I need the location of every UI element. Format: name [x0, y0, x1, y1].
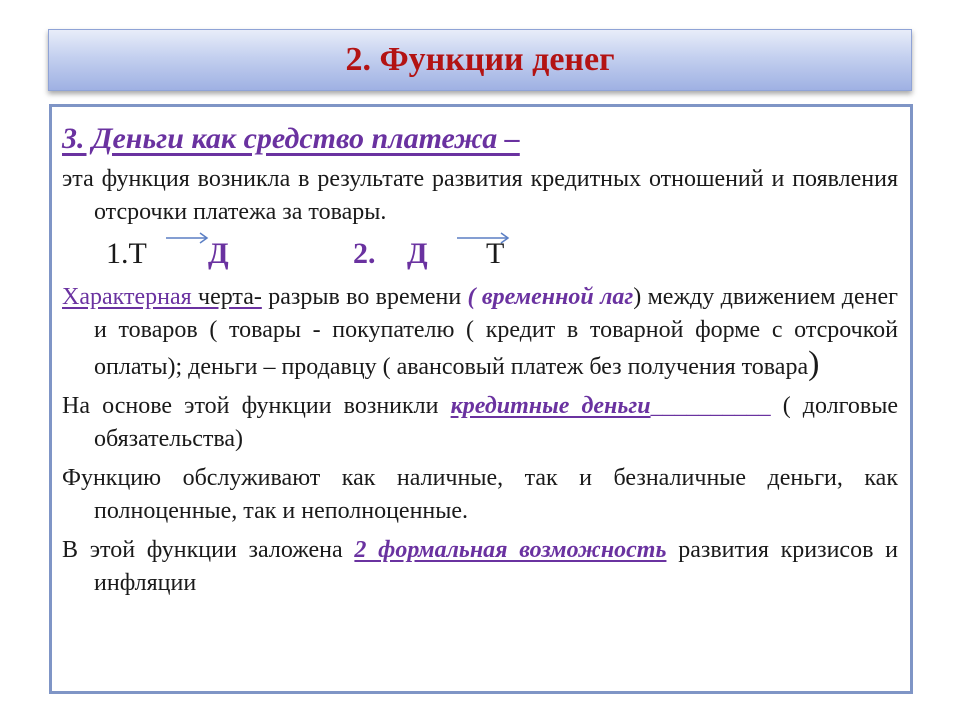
exchange-formula: [62, 229, 898, 281]
paragraph-crisis: [62, 534, 898, 600]
feature-text-1: разрыв во времени: [261, 284, 468, 310]
closing-paren: ): [808, 345, 820, 382]
slide-title: 2. Функции денег: [345, 41, 615, 78]
feature-label: Характерная: [62, 284, 199, 310]
formal-possibility-term: 2 формальная возможность: [354, 537, 667, 563]
time-lag-term: ( временной лаг: [467, 284, 634, 310]
credit-text-2: ( долговые обязательства): [94, 393, 899, 452]
section-heading: 3. Деньги как средство платежа –: [62, 122, 520, 155]
content-box: [49, 104, 913, 694]
formula-t1: 1.Т: [106, 237, 147, 270]
formula-num2: 2.: [353, 237, 376, 270]
feature-text-2: ) между движением денег и товаров ( товары - покупателю ( кредит в товарной форме с отсрочкой оплаты); деньги – продавцу ( авансовый платеж без получения товара: [94, 284, 898, 380]
crisis-text-2: развития кризисов и инфляции: [94, 537, 899, 596]
credit-money-term: кредитные деньги: [450, 393, 651, 419]
slide-title-banner: [48, 29, 912, 91]
credit-text-1: На основе этой функции возникли: [62, 393, 451, 419]
paragraph-credit-money: [62, 390, 898, 456]
credit-underline-pad: __________: [650, 393, 771, 419]
formula-d2: Д: [407, 237, 428, 270]
paragraph-feature: [62, 281, 898, 384]
formula-d1: Д: [208, 237, 229, 270]
arrow-right-icon: [164, 229, 210, 247]
paragraph-origin: эта функция возникла в результате развития кредитных отношений и появления отсрочки платежа за товары.: [62, 166, 898, 225]
formula-t2: Т: [486, 237, 505, 270]
paragraph-cash: Функцию обслуживают как наличные, так и безналичные деньги, как полноценные, так и неполноценные.: [62, 465, 898, 524]
crisis-text-1: В этой функции заложена: [62, 537, 355, 563]
feature-label-2: черта-: [198, 284, 262, 310]
